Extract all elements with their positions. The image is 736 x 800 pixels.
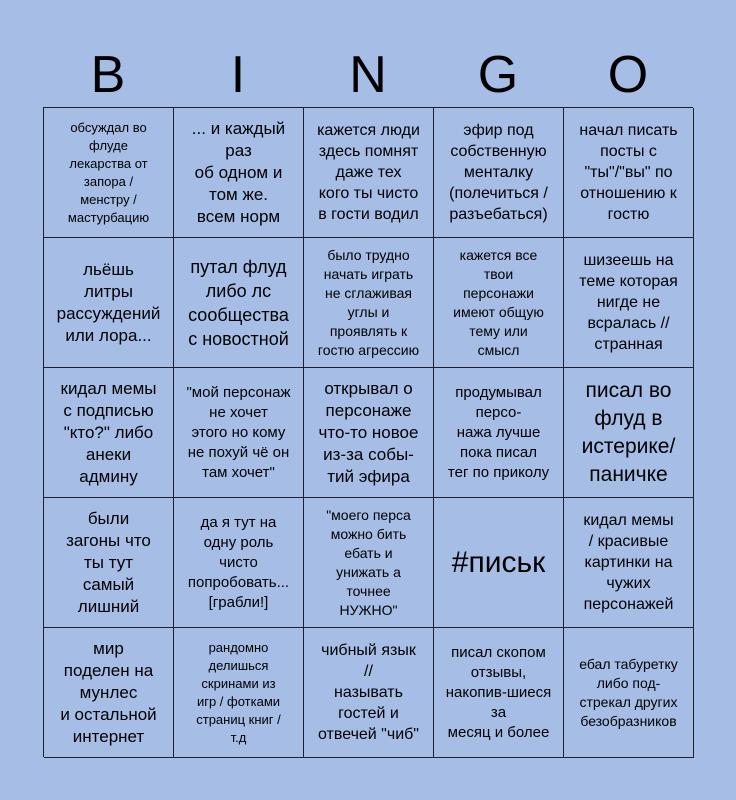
cell-text: обсуждал во флуде лекарства от запора / менстру / мастурбацию: [67, 119, 150, 225]
bingo-cell-free[interactable]: [434, 498, 564, 628]
bingo-cell[interactable]: [434, 628, 564, 758]
bingo-title: [43, 44, 693, 106]
bingo-cell[interactable]: [564, 498, 694, 628]
cell-text: писал скопом отзывы, накопив-шиеся за месяц и более: [445, 643, 552, 741]
cell-text: кажется все твои персонажи имеют общую тему или смысл: [453, 246, 544, 358]
cell-text: эфир под собственную менталку (полечиться / разъебаться): [449, 122, 548, 223]
bingo-cell[interactable]: [44, 628, 174, 758]
bingo-cell[interactable]: [174, 108, 304, 238]
cell-text: было трудно начать играть не сглаживая углы и проявлять к гостю агрессию: [317, 246, 420, 358]
cell-text: мир поделен на мунлес и остальной интернет: [60, 638, 157, 746]
bingo-cell[interactable]: [174, 368, 304, 498]
cell-text: да я тут на одну роль чисто попробовать... [грабли!]: [187, 513, 290, 611]
cell-text: кидал мемы с подписью "кто?" либо анеки админу: [60, 378, 157, 486]
cell-text: #письк: [451, 545, 546, 579]
cell-text: кажется люди здесь помнят даже тех кого ты чисто в гости водил: [317, 122, 420, 223]
bingo-cell[interactable]: [434, 108, 564, 238]
cell-text: продумывал персо- нажа лучше пока писал тег по приколу: [447, 383, 550, 481]
bingo-cell[interactable]: [44, 108, 174, 238]
bingo-cell[interactable]: [434, 368, 564, 498]
bingo-cell[interactable]: [304, 238, 434, 368]
cell-text: писал во флуд в истерике/ паничке: [581, 378, 676, 486]
title-letter-b: B: [90, 46, 126, 104]
title-letter-i: I: [230, 46, 246, 104]
bingo-cell[interactable]: [174, 628, 304, 758]
cell-text: были загоны что ты тут самый лишний: [66, 508, 151, 616]
cell-text: рандомно делишься скринами из игр / фотками страниц книг / т.д: [196, 639, 281, 745]
cell-text: шизеешь на теме которая нигде не всралась // странная: [579, 252, 678, 353]
bingo-cell[interactable]: [564, 108, 694, 238]
bingo-cell[interactable]: [434, 238, 564, 368]
title-letter-n: N: [349, 46, 387, 104]
bingo-cell[interactable]: [174, 498, 304, 628]
bingo-cell[interactable]: [564, 238, 694, 368]
cell-text: кидал мемы / красивые картинки на чужих персонажей: [583, 512, 674, 613]
bingo-cell[interactable]: [304, 368, 434, 498]
cell-text: путал флуд либо лс сообщества с новостной: [188, 256, 289, 349]
title-letter-g: G: [477, 46, 519, 104]
cell-text: "мой персонаж не хочет этого но кому не похуй чё он там хочет": [186, 383, 291, 481]
bingo-cell[interactable]: [304, 628, 434, 758]
cell-text: "моего перса можно бить ебать и унижать а точнее НУЖНО": [326, 506, 411, 618]
bingo-cell[interactable]: [174, 238, 304, 368]
cell-text: ебал табуретку либо под- стрекал других безобразников: [579, 655, 678, 729]
cell-text: начал писать посты с "ты"/"вы" по отношению к гостю: [579, 122, 678, 223]
bingo-board: [43, 107, 693, 757]
bingo-cell[interactable]: [44, 368, 174, 498]
bingo-cell[interactable]: [44, 238, 174, 368]
bingo-cell[interactable]: [564, 368, 694, 498]
title-letter-o: O: [607, 46, 649, 104]
cell-text: ... и каждый раз об одном и том же. всем норм: [191, 118, 286, 226]
cell-text: льёшь литры рассуждений или лора...: [56, 259, 161, 345]
bingo-cell[interactable]: [564, 628, 694, 758]
cell-text: чибный язык // называть гостей и отвечей "чиб": [318, 642, 419, 743]
bingo-cell[interactable]: [304, 498, 434, 628]
bingo-cell[interactable]: [304, 108, 434, 238]
cell-text: открывал о персонаже что-то новое из-за собы- тий эфира: [318, 378, 419, 486]
bingo-cell[interactable]: [44, 498, 174, 628]
